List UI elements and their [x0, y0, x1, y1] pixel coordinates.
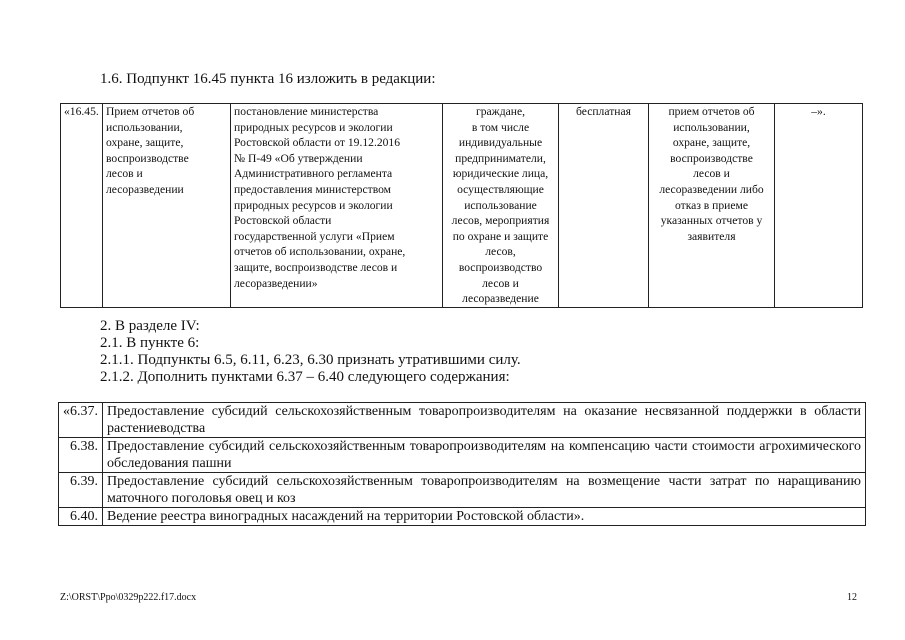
- cell-line: воспроизводстве: [670, 151, 753, 165]
- cell-line: воспроизводстве: [106, 151, 189, 165]
- item-text: Предоставление субсидий сельскохозяйственным товаропроизводителям на оказание несвязанной поддержки в области растениеводства: [103, 403, 866, 438]
- cell-line: постановление министерства: [234, 105, 379, 118]
- cell-line: лесов,: [485, 245, 516, 259]
- cell-line: природных ресурсов и экологии: [234, 120, 393, 134]
- cell-line: использовании,: [673, 120, 750, 134]
- cell-line: Административного регламента: [234, 167, 393, 181]
- cell-line: указанных отчетов у: [660, 214, 763, 228]
- cell-line: в том числе: [471, 120, 530, 134]
- cell-line: охране, защите,: [106, 136, 184, 150]
- cell-line: Ростовской области: [234, 214, 332, 228]
- table-row: [59, 438, 866, 473]
- page-number: 12: [847, 592, 857, 603]
- items-6-37-6-40-table: [58, 402, 866, 526]
- section-1-6-heading: 1.6. Подпункт 16.45 пункта 16 изложить в редакции:: [100, 71, 436, 87]
- section-iv-line-4: 2.1.2. Дополнить пунктами 6.37 – 6.40 следующего содержания:: [100, 369, 510, 385]
- service-result: [649, 104, 775, 308]
- legal-basis: [231, 104, 443, 308]
- cell-line: отчетов об использовании, охране,: [234, 245, 406, 259]
- row-number: «16.45.: [61, 104, 103, 308]
- item-text: Ведение реестра виноградных насаждений на территории Ростовской области».: [103, 508, 866, 526]
- cell-line: прием отчетов об: [668, 105, 755, 118]
- cell-line: лесоразведении»: [234, 276, 318, 290]
- item-number: 6.40.: [59, 508, 103, 526]
- item-number: 6.39.: [59, 473, 103, 508]
- cell-line: лесов, мероприятия: [451, 214, 550, 228]
- section-iv-line-2: 2.1. В пункте 6:: [100, 335, 200, 351]
- footer-file-path: Z:\ORST\Ppo\0329p222.f17.docx: [60, 592, 197, 603]
- cell-line: юридические лица,: [452, 167, 549, 181]
- item-number: «6.37.: [59, 403, 103, 438]
- cell-line: лесов и: [482, 276, 519, 290]
- cell-line: использовании,: [106, 120, 183, 134]
- cell-line: лесоразведении либо: [659, 182, 764, 196]
- applicants: [443, 104, 559, 308]
- cell-line: охране, защите,: [672, 136, 751, 150]
- cell-line: лесоразведении: [106, 182, 184, 196]
- row-end: –».: [775, 104, 863, 308]
- cell-line: лесов и: [106, 167, 143, 181]
- cell-line: граждане,: [475, 105, 525, 118]
- cell-line: государственной услуги «Прием: [234, 229, 395, 243]
- table-row: [59, 403, 866, 438]
- cell-line: защите, воспроизводстве лесов и: [234, 260, 398, 274]
- cell-line: № П-49 «Об утверждении: [234, 151, 363, 165]
- cell-line: воспроизводство: [458, 260, 543, 274]
- item-text: Предоставление субсидий сельскохозяйственным товаропроизводителям на возмещение части затрат по наращиванию маточного поголовья овец и коз: [103, 473, 866, 508]
- cell-line: индивидуальные: [458, 136, 543, 150]
- item-number: 6.38.: [59, 438, 103, 473]
- cell-line: по охране и защите: [452, 229, 549, 243]
- section-iv-line-3: 2.1.1. Подпункты 6.5, 6.11, 6.23, 6.30 признать утратившими силу.: [100, 352, 521, 368]
- service-16-45-table: [60, 103, 863, 308]
- table-row: [59, 473, 866, 508]
- cell-line: использование: [464, 198, 537, 212]
- table-row: [59, 508, 866, 526]
- service-name: [103, 104, 231, 308]
- cell-line: предприниматели,: [455, 151, 546, 165]
- cell-line: осуществляющие: [457, 182, 544, 196]
- cell-line: Прием отчетов об: [106, 105, 195, 118]
- cell-line: природных ресурсов и экологии: [234, 198, 393, 212]
- cell-line: лесоразведение: [462, 292, 539, 306]
- cell-line: отказ в приеме: [675, 198, 748, 212]
- table-row: [61, 104, 863, 308]
- cell-line: предоставления министерством: [234, 182, 391, 196]
- cell-line: заявителя: [687, 229, 736, 243]
- item-text: Предоставление субсидий сельскохозяйственным товаропроизводителям на компенсацию части стоимости агрохимического обследования пашни: [103, 438, 866, 473]
- section-iv-line-1: 2. В разделе IV:: [100, 318, 200, 334]
- fee-type: бесплатная: [559, 104, 649, 308]
- cell-line: лесов и: [693, 167, 730, 181]
- cell-line: Ростовской области от 19.12.2016: [234, 136, 401, 150]
